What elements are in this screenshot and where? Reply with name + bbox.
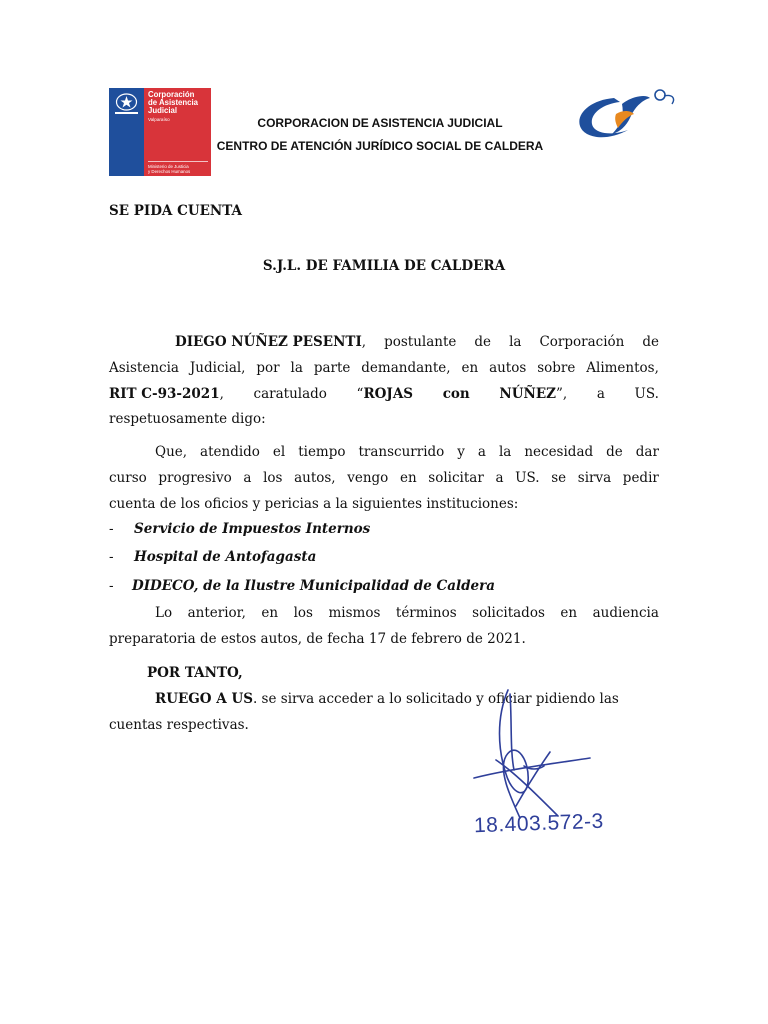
- paragraph-3-line-2: preparatoria de estos autos, de fecha 17 de febrero de 2021.: [109, 631, 526, 647]
- coat-of-arms-icon: [109, 88, 144, 176]
- bullet-item: DIDECO, de la Ilustre Municipalidad de Caldera: [132, 578, 495, 594]
- caj-logo: [109, 88, 211, 176]
- logo-org-name: Corporación de Asistencia Judicial: [148, 90, 198, 115]
- bullet-marker: -: [109, 521, 114, 537]
- paragraph-1-line-2: Asistencia Judicial, por la parte demandante, en autos sobre Alimentos,: [109, 360, 659, 376]
- petition-heading: SE PIDA CUENTA: [109, 203, 243, 219]
- letterhead-title: CORPORACION DE ASISTENCIA JUDICIAL: [257, 116, 503, 130]
- por-tanto: POR TANTO,: [147, 665, 243, 681]
- logo-ministry: Ministerio de Justicia y Derechos Humanos: [148, 161, 208, 174]
- bullet-marker: -: [109, 578, 114, 594]
- caj-swoosh-logo-icon: [572, 84, 682, 150]
- paragraph-2-line-2: curso progresivo a los autos, vengo en solicitar a US. se sirva pedir: [109, 470, 659, 486]
- signature-id-number: 18.403.572-3: [473, 809, 605, 838]
- ruego-line: RUEGO A US. se sirva acceder a lo solicitado y oficiar pidiendo las: [155, 691, 619, 707]
- logo-region: Valparaíso: [148, 117, 170, 122]
- paragraph-2-line-1: Que, atendido el tiempo transcurrido y a la necesidad de dar: [155, 444, 659, 460]
- bullet-marker: -: [109, 549, 114, 565]
- paragraph-1-line-4: respetuosamente digo:: [109, 411, 266, 427]
- paragraph-1-line-3: RIT C-93-2021, caratulado “ROJAS con NÚÑEZ”, a US.: [109, 386, 659, 402]
- paragraph-1-line-1: DIEGO NÚÑEZ PESENTI, postulante de la Corporación de: [175, 334, 659, 350]
- closing-line: cuentas respectivas.: [109, 717, 249, 733]
- bullet-item: Hospital de Antofagasta: [134, 549, 317, 565]
- bullet-item: Servicio de Impuestos Internos: [134, 521, 371, 537]
- paragraph-3-line-1: Lo anterior, en los mismos términos solicitados en audiencia: [155, 605, 659, 621]
- paragraph-2-line-3: cuenta de los oficios y pericias a la siguientes instituciones:: [109, 496, 519, 512]
- letterhead-subtitle: CENTRO DE ATENCIÓN JURÍDICO SOCIAL DE CALDERA: [216, 139, 544, 153]
- court-heading: S.J.L. DE FAMILIA DE CALDERA: [262, 258, 506, 274]
